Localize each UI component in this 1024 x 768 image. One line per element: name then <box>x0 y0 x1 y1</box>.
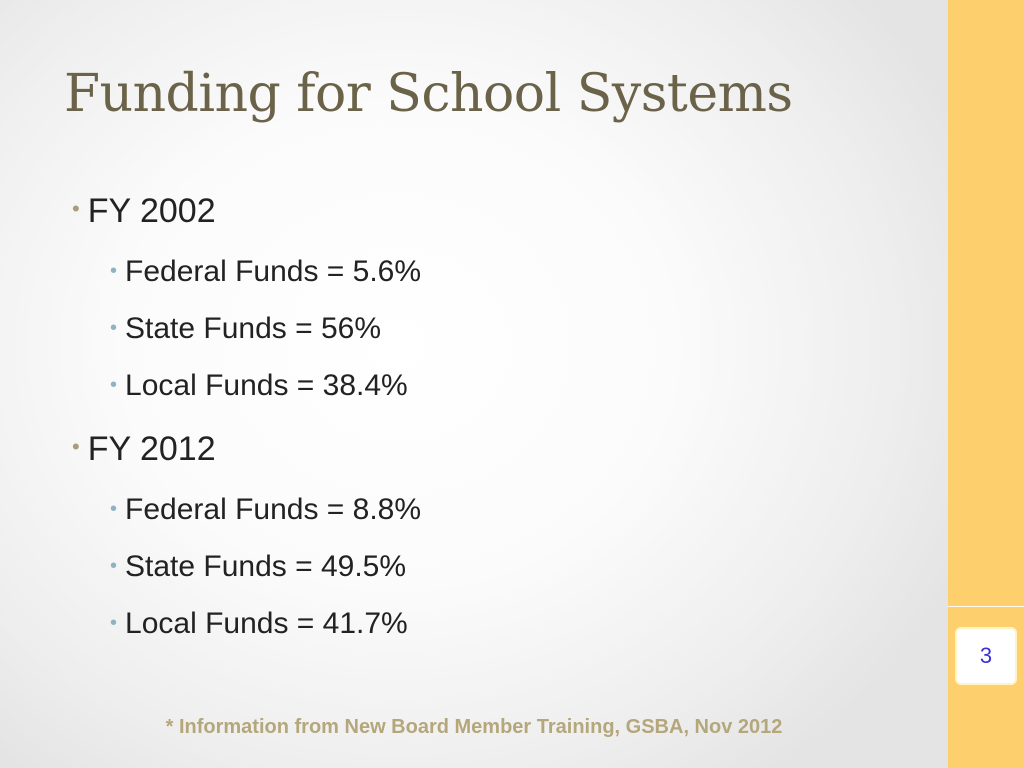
sub-bullet-state-2012 <box>110 550 406 584</box>
sub-bullet-local-2002 <box>110 369 408 403</box>
sub-bullet-federal-2002 <box>110 255 421 289</box>
sub-bullet-text: State Funds = 56% <box>125 312 382 345</box>
source-footnote: * Information from New Board Member Training, GSBA, Nov 2012 <box>165 716 783 738</box>
sub-bullet-local-2012 <box>110 607 408 641</box>
sub-bullet-text: Federal Funds = 8.8% <box>125 493 422 526</box>
bullet-label: FY 2002 <box>87 192 216 230</box>
band-divider <box>948 606 1024 607</box>
bullet-dot-icon: • <box>110 260 118 282</box>
bullet-dot-icon: • <box>72 434 80 459</box>
page-number: 3 <box>979 643 993 668</box>
bullet-dot-icon: • <box>110 612 118 634</box>
bullet-dot-icon: • <box>110 317 118 339</box>
bullet-dot-icon: • <box>110 498 118 520</box>
sub-bullet-text: Federal Funds = 5.6% <box>125 255 422 288</box>
bullet-fy2012 <box>72 430 216 469</box>
bullet-dot-icon: • <box>72 196 80 221</box>
sub-bullet-text: Local Funds = 41.7% <box>125 607 408 640</box>
bullet-label: FY 2012 <box>87 430 216 468</box>
bullet-fy2002 <box>72 192 216 231</box>
sub-bullet-federal-2012 <box>110 493 421 527</box>
sub-bullet-text: Local Funds = 38.4% <box>125 369 408 402</box>
bullet-dot-icon: • <box>110 555 118 577</box>
bullet-dot-icon: • <box>110 374 118 396</box>
slide-title: Funding for School Systems <box>64 64 793 124</box>
sub-bullet-text: State Funds = 49.5% <box>125 550 407 583</box>
sub-bullet-state-2002 <box>110 312 381 346</box>
